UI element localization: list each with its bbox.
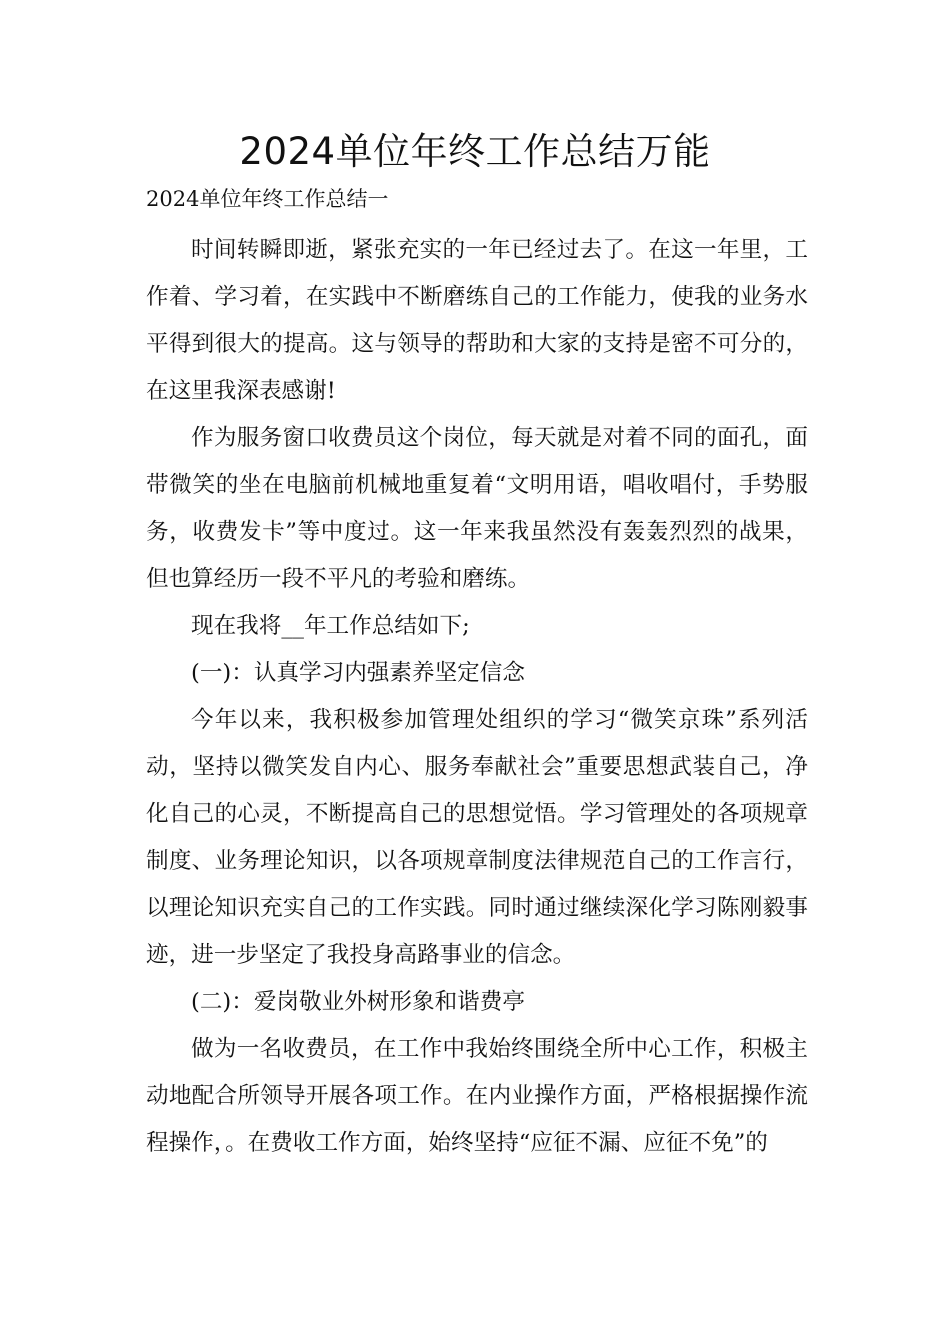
paragraph: 时间转瞬即逝，紧张充实的一年已经过去了。在这一年里，工作着、学习着，在实践中不断磨练自己的工作能力，使我的业务水平得到很大的提高。这与领导的帮助和大家的支持是密不可分的，在这里我深表感谢!: [146, 237, 808, 404]
paragraph: 做为一名收费员，在工作中我始终围绕全所中心工作，积极主动地配合所领导开展各项工作。在内业操作方面，严格根据操作流程操作，。在费收工作方面，始终坚持“应征不漏、应征不免”的: [146, 1036, 808, 1156]
document-body: [146, 227, 808, 1167]
paragraph: 现在我将__年工作总结如下;: [191, 613, 470, 639]
paragraph: 今年以来，我积极参加管理处组织的学习“微笑京珠”系列活动，坚持以微笑发自内心、服务奉献社会”重要思想武装自己，净化自己的心灵，不断提高自己的思想觉悟。学习管理处的各项规章制度、业务理论知识，以各项规章制度法律规范自己的工作言行，以理论知识充实自己的工作实践。同时通过继续深化学习陈刚毅事迹，进一步坚定了我投身高路事业的信念。: [146, 707, 808, 968]
document-title: 2024单位年终工作总结万能: [239, 130, 711, 173]
paragraph: 作为服务窗口收费员这个岗位，每天就是对着不同的面孔，面带微笑的坐在电脑前机械地重复着“文明用语，唱收唱付，手势服务，收费发卡”等中度过。这一年来我虽然没有轰轰烈烈的战果，但也算经历一段不平凡的考验和磨练。: [146, 425, 808, 592]
section-heading: (一)：认真学习内强素养坚定信念: [191, 660, 525, 686]
document-subtitle: 2024单位年终工作总结一: [146, 187, 389, 211]
section-heading: (二)：爱岗敬业外树形象和谐费亭: [191, 989, 525, 1015]
